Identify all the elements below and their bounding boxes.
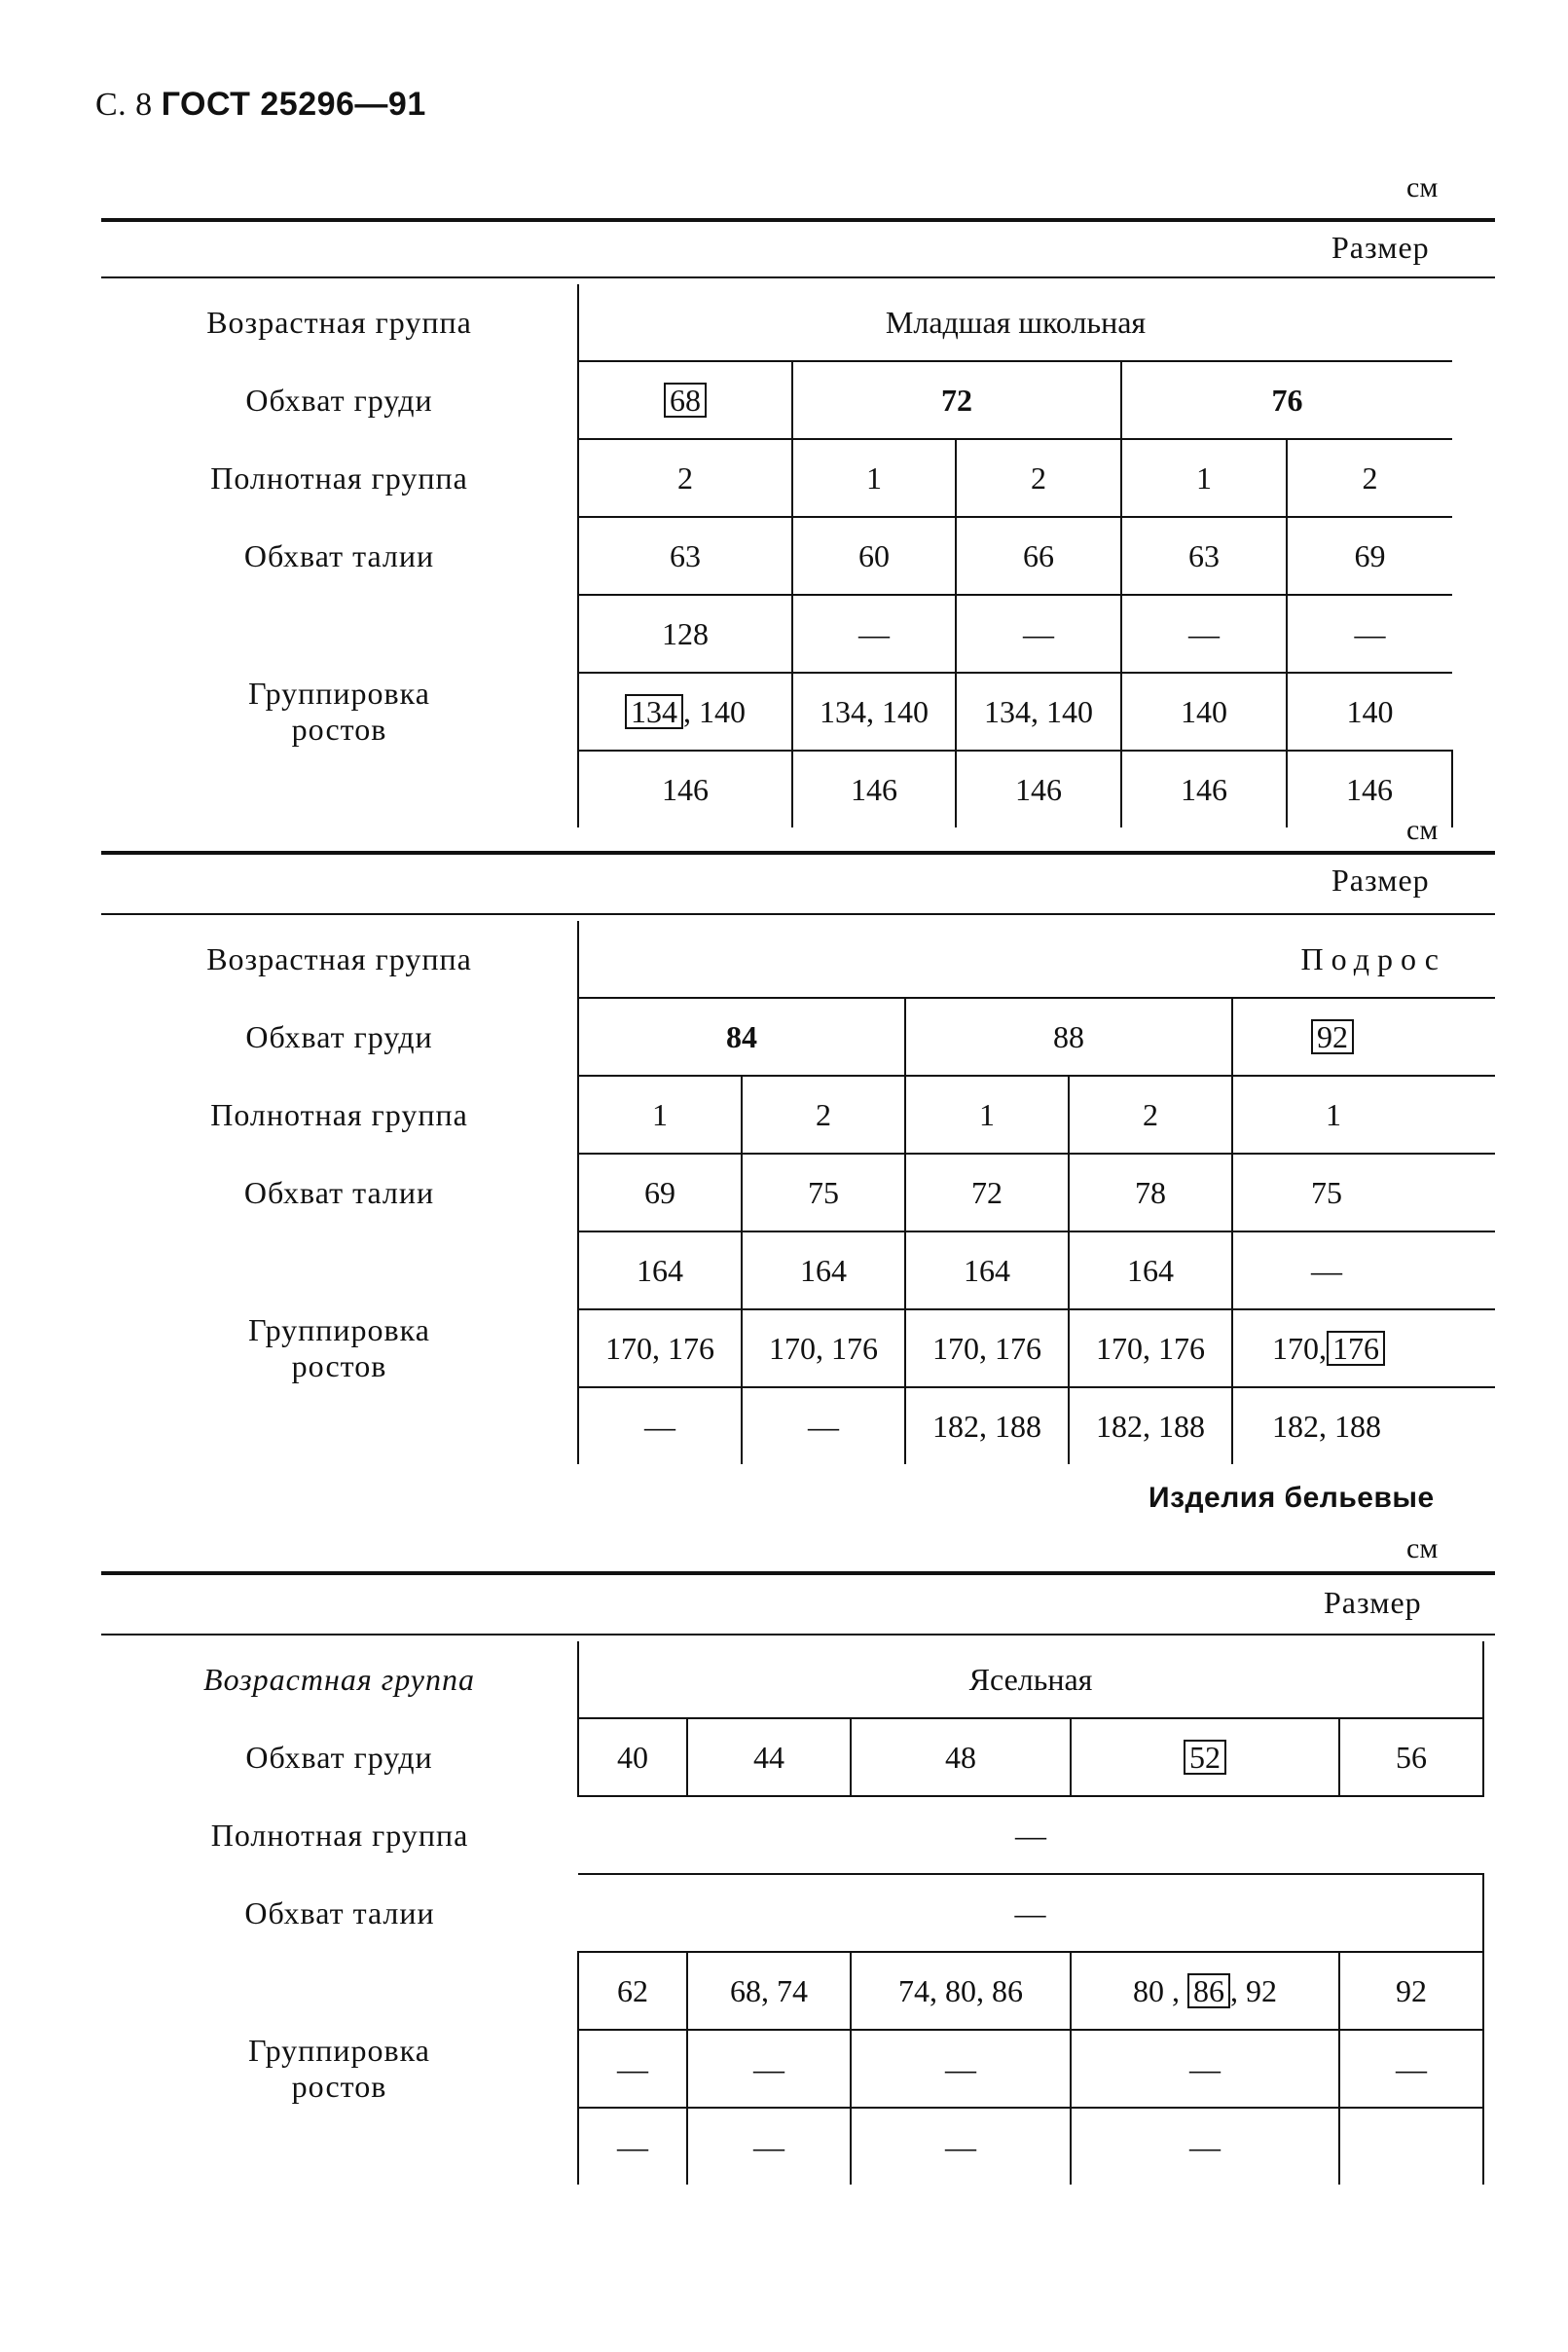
fullness-cell: 1 [905,1076,1069,1154]
heights-cell: 182, 188 [905,1387,1069,1464]
size-rule [101,913,1495,915]
heights-cell: 134, 140 [792,673,956,751]
row-label-chest: Обхват груди [101,1718,578,1796]
fullness-cell: 1 [792,439,956,517]
heights-cell: 128 [578,595,792,673]
heights-cell: — [1071,2030,1339,2108]
heights-cell: — [1287,595,1452,673]
height-value-boxed: 86 [1187,1973,1230,2008]
page-label: С. 8 [95,87,153,123]
row-label-heights: Группировка ростов [101,1231,578,1464]
size-label: Размер [1324,1585,1422,1620]
chest-cell: 44 [687,1718,851,1796]
table-top-rule [101,218,1495,222]
heights-cell: 74, 80, 86 [851,1952,1071,2030]
size-table-nursery-underwear [101,1641,1484,2185]
age-group-cell: Ясельная [578,1641,1483,1718]
row-label-fullness: Полнотная группа [210,1817,469,1853]
chest-cell: 48 [851,1718,1071,1796]
row-label-age: Возрастная группа [101,921,578,998]
heights-cell: — [578,2030,687,2108]
row-label-waist: Обхват талии [101,517,578,595]
size-table-teen [101,921,1495,1464]
row-label-waist: Обхват талии [244,1894,435,1930]
fullness-cell: 2 [1069,1076,1232,1154]
heights-cell: — [1071,2108,1339,2185]
chest-cell [578,361,792,439]
chest-value-boxed: 92 [1311,1019,1354,1054]
table-top-rule [101,1571,1495,1575]
unit-label: см [1406,171,1439,203]
heights-cell [1232,1309,1495,1387]
fullness-cell: 2 [578,439,792,517]
height-value-suffix: , 140 [683,693,746,729]
chest-value-boxed: 68 [664,383,707,418]
heights-cell: 134, 140 [956,673,1121,751]
row-label-heights: Группировка ростов [101,595,578,827]
row-label-heights: Группировка ростов [101,1952,578,2185]
fullness-cell: 1 [578,1076,742,1154]
heights-cell: — [956,595,1121,673]
heights-cell: — [1339,2030,1483,2108]
section-title: Изделия бельевые [1149,1482,1435,1514]
waist-cell: — [578,1874,1483,1952]
height-value-boxed: 176 [1327,1331,1385,1366]
fullness-cell: 2 [742,1076,905,1154]
heights-cell: — [578,1387,742,1464]
table-top-rule [101,851,1495,855]
chest-cell: 40 [578,1718,687,1796]
heights-cell [578,673,792,751]
fullness-cell: 2 [1287,439,1452,517]
waist-cell: 75 [1232,1154,1495,1231]
unit-label: см [1406,1532,1439,1564]
row-label-chest: Обхват груди [101,361,578,439]
heights-cell: 146 [1287,751,1452,827]
size-label: Размер [1331,863,1430,898]
waist-cell: 78 [1069,1154,1232,1231]
row-label-age: Возрастная группа [101,1641,578,1718]
heights-cell: — [578,2108,687,2185]
chest-cell [1232,998,1495,1076]
heights-cell: 164 [742,1231,905,1309]
waist-cell: 72 [905,1154,1069,1231]
heights-cell [1339,2108,1483,2185]
waist-cell: 69 [578,1154,742,1231]
heights-cell: — [851,2108,1071,2185]
row-label-fullness: Полнотная группа [101,1076,578,1154]
heights-cell: 146 [792,751,956,827]
heights-cell: 164 [1069,1231,1232,1309]
waist-cell: 63 [578,517,792,595]
waist-cell: 66 [956,517,1121,595]
fullness-cell: — [578,1796,1483,1874]
age-group-cell: Подрос [578,921,1495,998]
height-value-boxed: 134 [625,694,683,729]
height-value-suffix: , 92 [1230,1972,1277,2008]
heights-cell: 146 [578,751,792,827]
heights-cell: — [851,2030,1071,2108]
row-label-chest: Обхват груди [101,998,578,1076]
heights-cell: — [742,1387,905,1464]
heights-cell: 140 [1121,673,1287,751]
heights-cell: 164 [578,1231,742,1309]
chest-cell: 76 [1121,361,1452,439]
heights-cell: 182, 188 [1272,1408,1381,1444]
size-rule [101,276,1495,278]
heights-cell: 170, 176 [742,1309,905,1387]
heights-cell: — [1232,1231,1495,1309]
heights-cell: 182, 188 [1069,1387,1232,1464]
chest-cell: 72 [792,361,1121,439]
waist-cell: 60 [792,517,956,595]
chest-value-boxed: 52 [1184,1740,1226,1775]
row-label-fullness: Полнотная группа [101,439,578,517]
row-label-waist: Обхват талии [101,1154,578,1231]
size-label: Размер [1331,230,1430,265]
size-rule [101,1634,1495,1635]
heights-cell: 170, 176 [905,1309,1069,1387]
row-label-age: Возрастная группа [101,284,578,361]
unit-label: см [1406,814,1439,846]
height-value-prefix: 170, [1272,1330,1327,1366]
page-header [95,86,426,124]
chest-cell: 56 [1339,1718,1483,1796]
size-table-junior-school [101,284,1453,827]
fullness-cell: 1 [1232,1076,1495,1154]
waist-cell: 69 [1287,517,1452,595]
heights-cell: 146 [1121,751,1287,827]
chest-cell: 88 [905,998,1232,1076]
heights-cell: 164 [905,1231,1069,1309]
heights-cell [1071,1952,1339,2030]
heights-cell: 170, 176 [578,1309,742,1387]
chest-cell: 84 [578,998,905,1076]
standard-number: ГОСТ 25296—91 [161,86,426,123]
heights-cell: — [792,595,956,673]
fullness-cell: 2 [956,439,1121,517]
heights-cell: 146 [956,751,1121,827]
heights-cell: 68, 74 [687,1952,851,2030]
waist-cell: 63 [1121,517,1287,595]
heights-cell: 170, 176 [1069,1309,1232,1387]
heights-cell: 92 [1339,1952,1483,2030]
heights-cell: — [687,2108,851,2185]
heights-cell: 62 [578,1952,687,2030]
height-value-prefix: 80 , [1133,1972,1180,2008]
chest-cell [1071,1718,1339,1796]
fullness-cell: 1 [1121,439,1287,517]
heights-cell: — [687,2030,851,2108]
heights-cell: 140 [1287,673,1452,751]
age-group-cell: Младшая школьная [578,284,1452,361]
heights-cell: — [1121,595,1287,673]
waist-cell: 75 [742,1154,905,1231]
